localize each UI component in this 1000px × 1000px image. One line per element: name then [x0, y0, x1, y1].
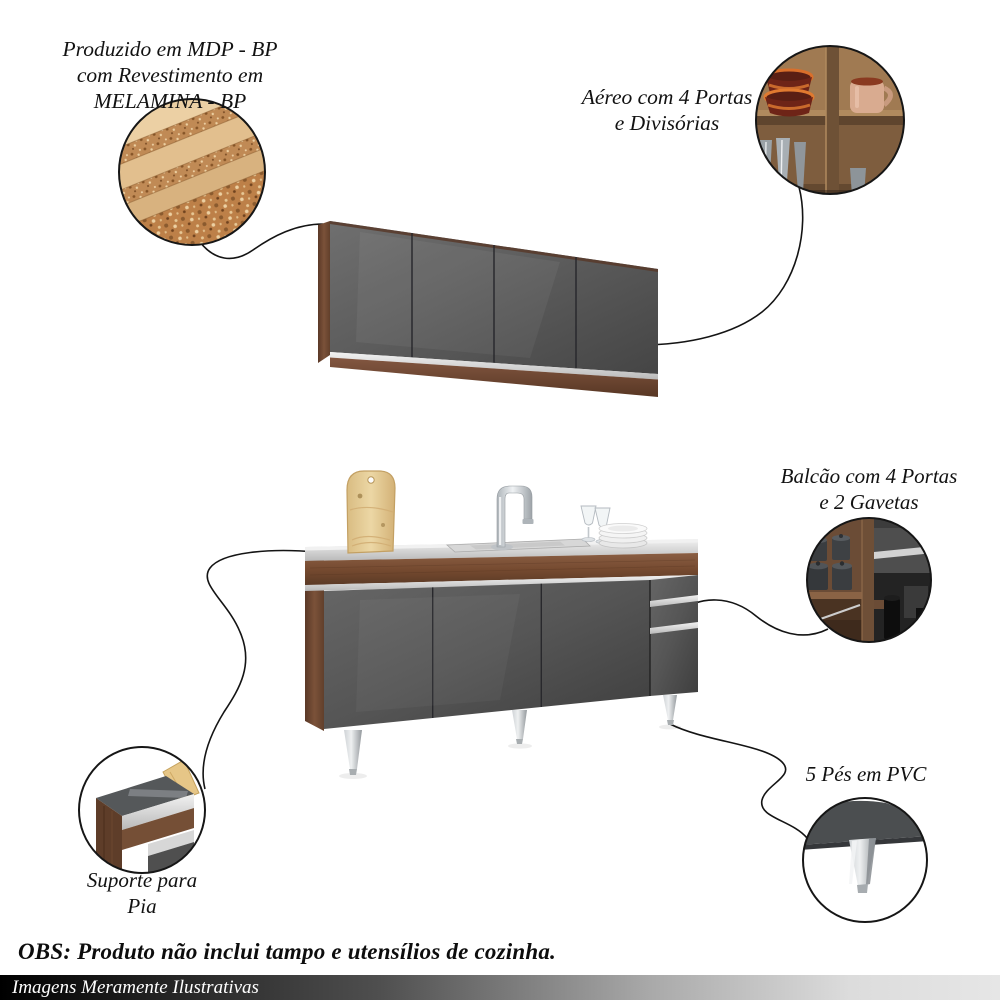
- callout-text-suporte: [70, 868, 214, 919]
- callout-line: com Revestimento em: [76, 63, 264, 88]
- callout-line: MELAMINA - BP: [93, 89, 247, 114]
- bowls: [765, 70, 813, 117]
- callout-text-aereo: [568, 84, 766, 136]
- callout-text-balcao: [770, 464, 968, 515]
- plate-stack: [599, 524, 647, 549]
- callout-line: Balcão com 4 Portas: [780, 464, 958, 488]
- faucet: [491, 486, 534, 550]
- cutting-board: [347, 471, 395, 553]
- connector-pes: [670, 724, 807, 838]
- base-cabinet: [305, 471, 698, 779]
- callout-line: Pia: [127, 893, 157, 918]
- wall-cabinet: [318, 221, 658, 397]
- connector-balcao: [677, 600, 828, 635]
- callout-line: Suporte para: [86, 868, 198, 892]
- interior-drawers: [874, 517, 934, 573]
- callout-text-mdp: [20, 36, 320, 115]
- obs-note: OBS: Produto não inclui tampo e utensílios de cozinha.: [18, 939, 556, 964]
- callout-line: Produzido em MDP - BP: [62, 37, 278, 61]
- footer-disclaimer-bar: [0, 975, 1000, 1000]
- base-cabinet-interior-photo: [806, 517, 934, 647]
- pvc-foot-photo: [800, 798, 928, 922]
- callout-line: Aéreo com 4 Portas: [581, 85, 753, 109]
- callout-line: e 2 Gavetas: [819, 489, 919, 514]
- callout-line: 5 Pés em PVC: [805, 762, 927, 786]
- interior-lower-shelf: [874, 573, 934, 647]
- wall-cabinet-interior-photo: [752, 40, 912, 204]
- callout-text-pes: [796, 762, 936, 788]
- connector-aereo: [633, 187, 803, 345]
- base-cabinet-drawers: [650, 575, 698, 696]
- callout-line: e Divisórias: [614, 111, 720, 136]
- connector-suporte: [203, 551, 316, 789]
- small-cup: [850, 168, 866, 196]
- sink-support-corner-photo: [79, 747, 205, 888]
- footer-disclaimer-text: Imagens Meramente Ilustrativas: [12, 976, 259, 998]
